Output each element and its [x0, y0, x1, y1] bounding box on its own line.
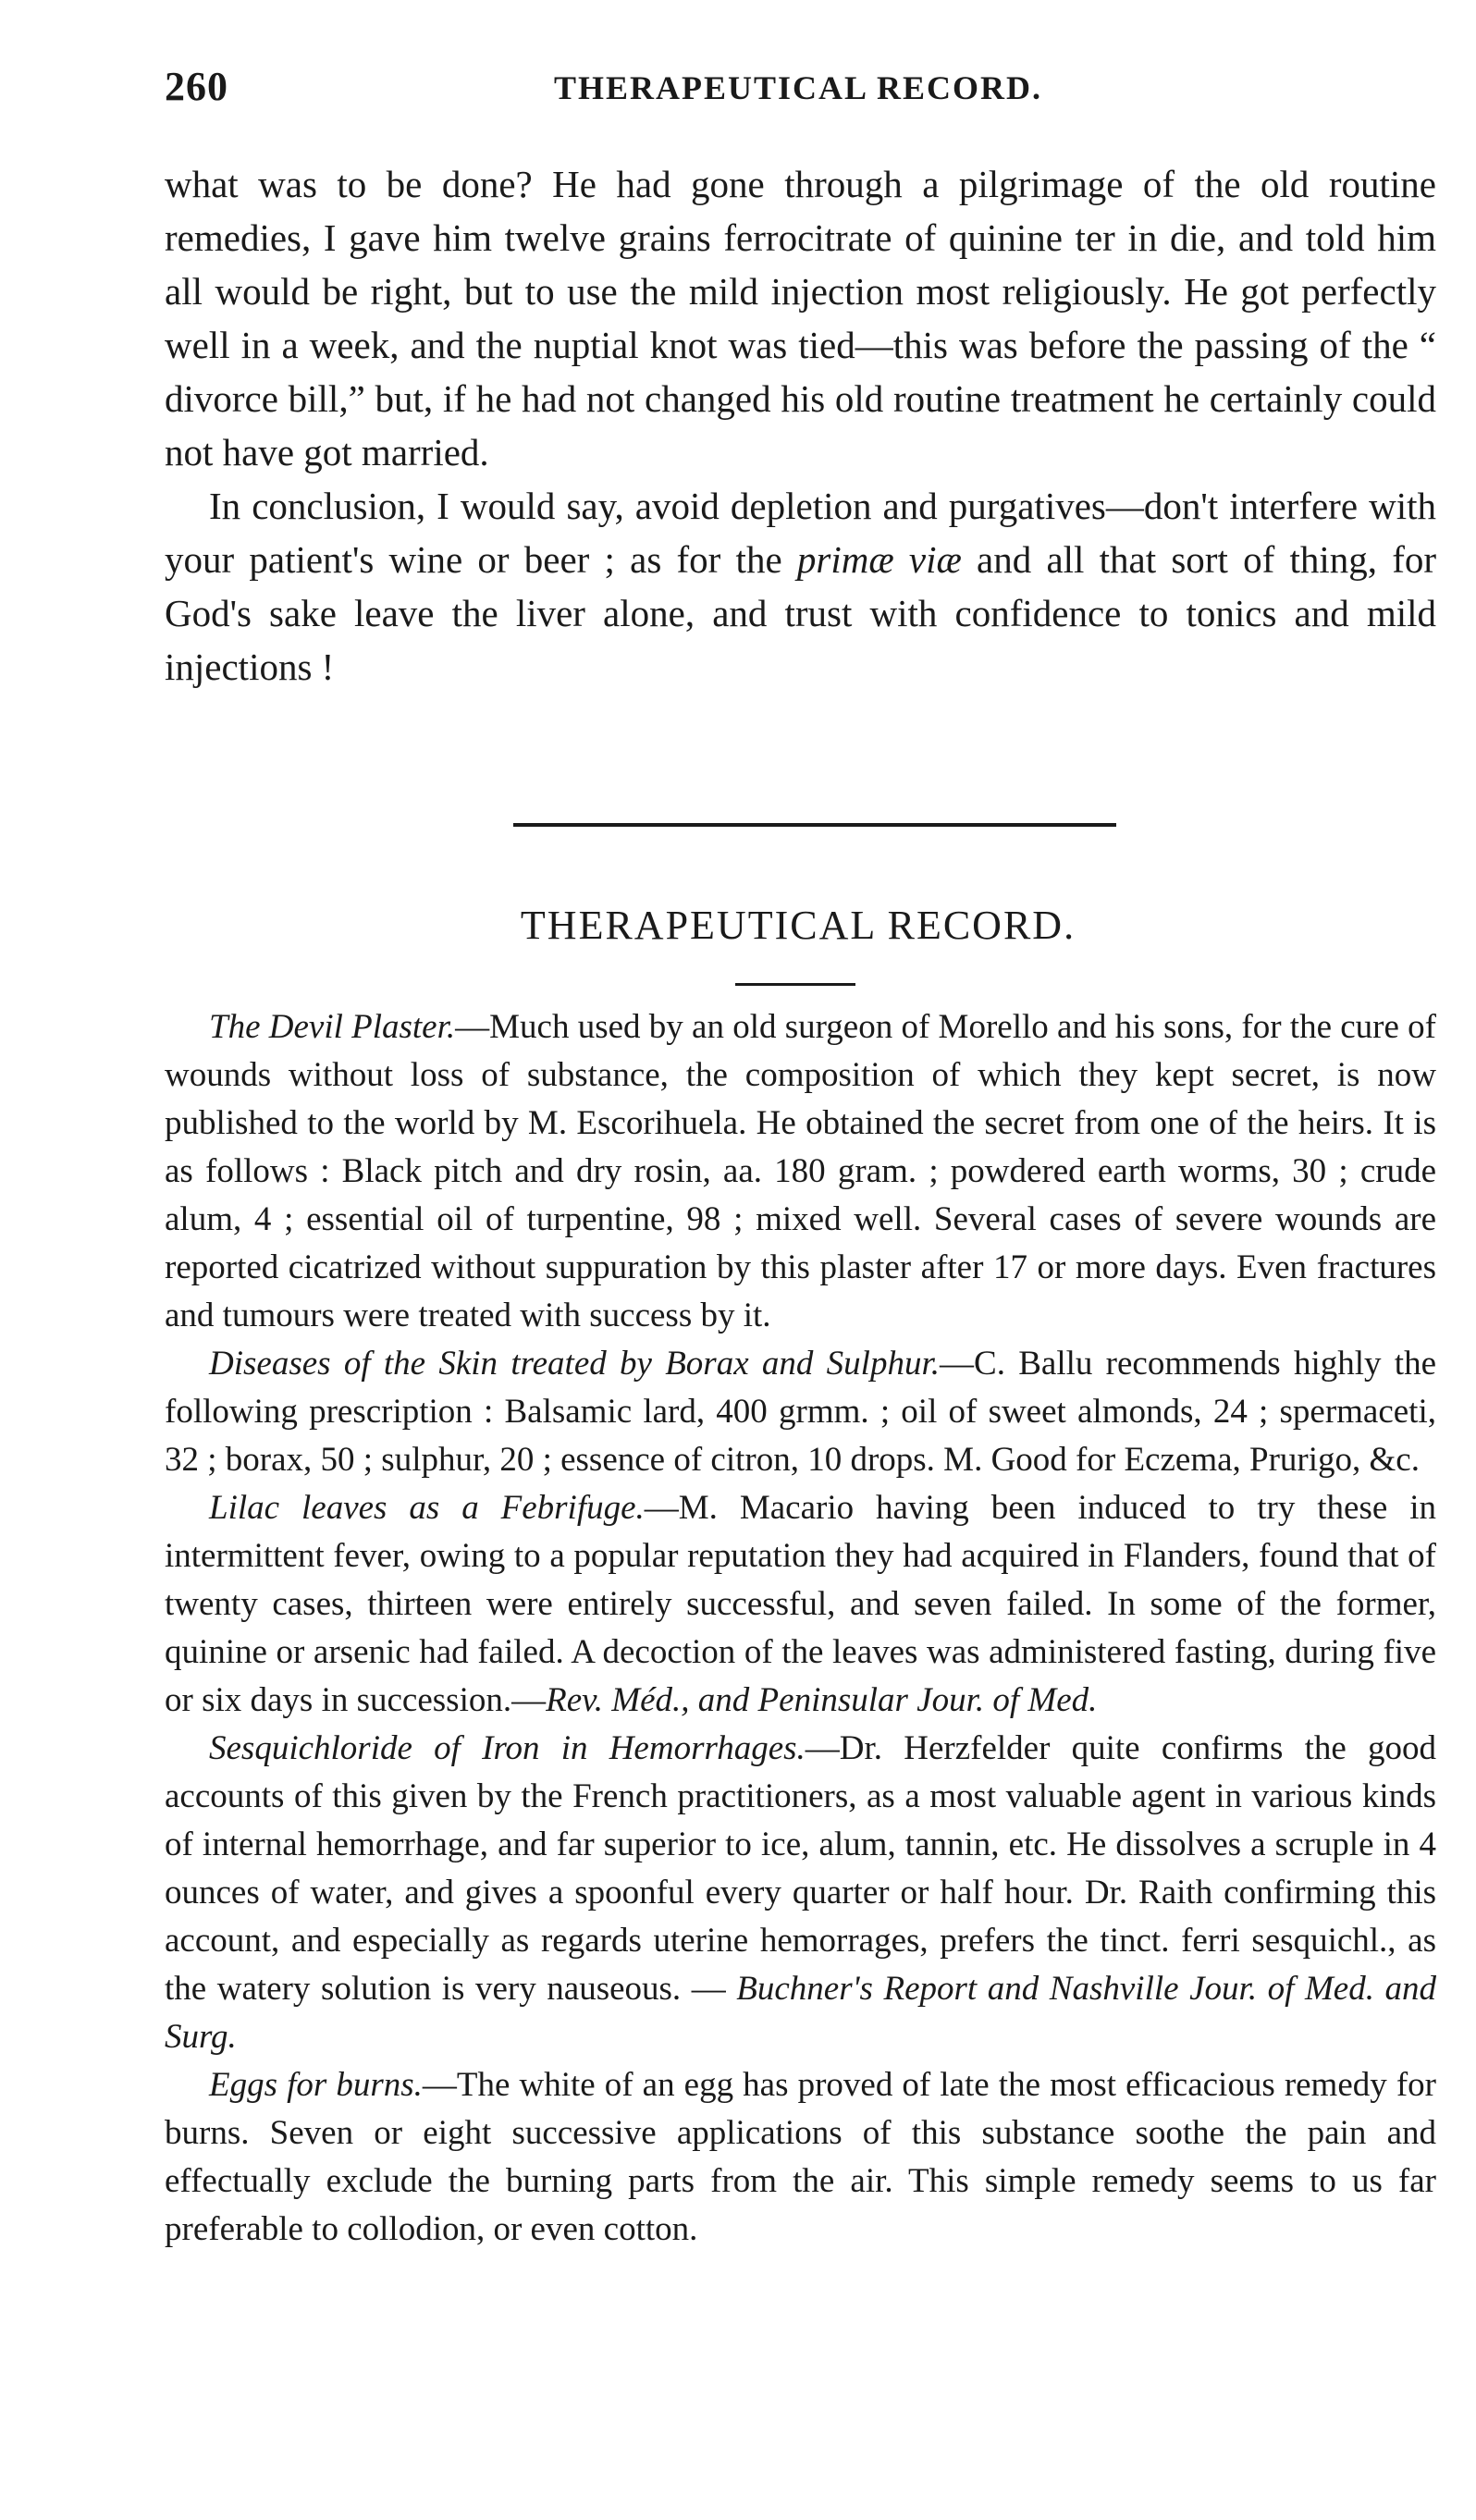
record-entry-eggs-burns — [165, 2061, 1436, 2254]
entry-body: —The white of an egg has proved of late the most efficacious remedy for burns. Seven or eight successive applications of this substance soothe the pain and effectually exclude the burning parts from the air. This simple remedy seems to us far preferable to collodion, or even cotton. — [165, 2066, 1436, 2248]
record-entry-devil-plaster — [165, 1003, 1436, 1340]
entry-source: Buchner's Report and Nashville Jour. of Med. and Surg. — [165, 1970, 1436, 2056]
section-title: THERAPEUTICAL RECORD. — [520, 903, 1076, 948]
intro-paragraph: what was to be done? He had gone through a pilgrimage of the old routine remedies, I gave him twelve grains ferrocitrate of quinine ter in die, and told him all would be right, but to use the mild injection most religiously. He got perfectly well in a week, and the nuptial knot was tied—this was before the passing of the “ divorce bill,” but, if he had not changed his old routine treatment he certainly could not have got married. — [165, 163, 1436, 473]
intro-paragraph-conclusion — [165, 479, 1436, 694]
title-underline — [735, 983, 855, 986]
entry-source: Rev. Méd., and Peninsular Jour. of Med. — [546, 1681, 1098, 1719]
conclusion-text-start: In conclusion, I would say, avoid depletion and purgatives—don't interfere with your patient's wine or beer ; as for the — [165, 485, 1436, 581]
section-divider — [513, 823, 1116, 827]
entry-body: —Dr. Herzfelder quite confirms the good accounts of this given by the French practitioners, as a most valuable agent in various kinds of internal hemorrhage, and far superior to ice, alum, tannin, etc. He dissolves a scruple in 4 ounces of water, and gives a spoonful every quarter or half hour. Dr. Raith confirming this account, and especially as regards uterine hemorrages, prefers the tinct. ferri sesquichl., as the watery solution is very nauseous. — — [165, 1729, 1436, 2008]
therapeutical-record — [165, 1003, 1436, 2254]
entry-body: —C. Ballu recommends highly the following prescription : Balsamic lard, 400 grmm. ; oil of sweet almonds, 24 ; spermaceti, 32 ; borax, 50 ; sulphur, 20 ; essence of citron, 10 drops. M. Good for Eczema, Prurigo, &c. — [165, 1345, 1437, 1479]
record-entry-skin-diseases — [165, 1340, 1436, 1484]
entry-body: —Much used by an old surgeon of Morello and his sons, for the cure of wounds without loss of substance, the composition of which they kept secret, is now published to the world by M. Escorihuela. He obtained the secret from one of the heirs. It is as follows : Black pitch and dry rosin, aa. 180 gram. ; powdered earth worms, 30 ; crude alum, 4 ; essential oil of turpentine, 98 ; mixed well. Several cases of severe wounds are reported cicatrized without suppuration by this plaster after 17 or more days. Even fractures and tumours were treated with success by it. — [165, 1008, 1436, 1334]
conclusion-italic-phrase: primæ viæ — [796, 538, 962, 581]
entry-title: Sesquichloride of Iron in Hemorrhages. — [209, 1729, 806, 1767]
entry-title: Diseases of the Skin treated by Borax and Sulphur. — [209, 1345, 941, 1383]
entry-title: Lilac leaves as a Febrifuge. — [209, 1489, 645, 1527]
record-entry-sesquichloride-iron — [165, 1725, 1436, 2061]
record-entry-lilac-leaves — [165, 1484, 1436, 1725]
page-number: 260 — [165, 64, 228, 109]
entry-title: The Devil Plaster. — [209, 1008, 456, 1046]
conclusion-text-end: and all that sort of thing, for God's sake leave the liver alone, and trust with confidence to tonics and mild injections ! — [165, 538, 1436, 688]
running-head: THERAPEUTICAL RECORD. — [553, 69, 1043, 106]
page-header — [165, 63, 1432, 118]
entry-body: —M. Macario having been induced to try these in intermittent fever, owing to a popular reputation they had acquired in Flanders, found that of twenty cases, thirteen were entirely successful, and seven failed. In some of the former, quinine or arsenic had failed. A decoction of the leaves was administered fasting, during five or six days in succession.— — [165, 1489, 1436, 1719]
entry-title: Eggs for burns. — [209, 2066, 423, 2104]
intro-text — [165, 157, 1436, 694]
